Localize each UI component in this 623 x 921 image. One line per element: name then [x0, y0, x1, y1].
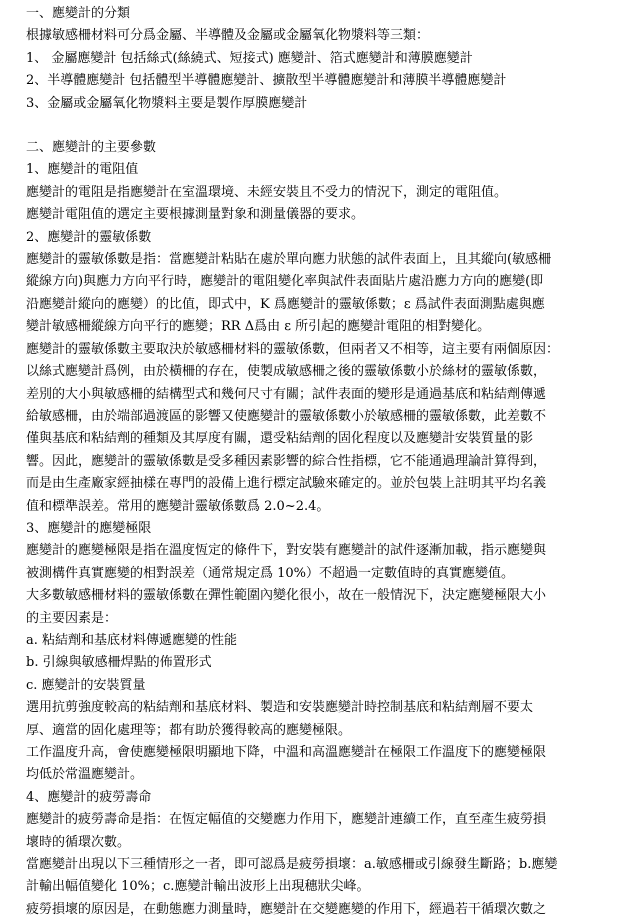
text-line: 選用抗剪強度較高的粘結劑和基底材料、製造和安裝應變計時控制基底和粘結劑層不要太: [26, 700, 534, 716]
text-line: 縱線方向)與應力方向平行時，應變計的電阻變化率與試件表面貼片處沿應力方向的應變(即: [26, 274, 544, 290]
text-line: 疲勞損壞的原因是，在動態應力測量時，應變計在交變應變的作用下，經過若干循環次數之: [26, 901, 547, 917]
text-line: 應變計電阻值的選定主要根據測量對象和測量儀器的要求。: [26, 207, 365, 223]
text-line: 均低於常溫應變計。: [26, 767, 144, 783]
text-line: 的主要因素是：: [26, 610, 118, 626]
list-item: 1、 金屬應變計 包括絲式(絲繞式、短接式) 應變計、箔式應變計和薄膜應變計: [26, 50, 473, 66]
subsection-title: 1、應變計的電阻值: [26, 162, 139, 178]
text-line: 應變計的靈敏係數是指：當應變計粘貼在處於單向應力狀態的試件表面上，且其縱向(敏感柵: [26, 252, 552, 268]
subsection-title: 4、應變計的疲勞壽命: [26, 789, 152, 805]
text-line: 應變計的應變極限是指在溫度恆定的條件下，對安裝有應變計的試件逐漸加載，指示應變與: [26, 543, 547, 559]
text-line: 給敏感柵，由於端部過渡區的影響又使應變計的靈敏係數小於敏感柵的靈敏係數，此差數不: [26, 408, 547, 424]
text-line: 差別的大小與敏感柵的結構型式和幾何尺寸有關；試件表面的變形是通過基底和粘結劑傳遞: [26, 386, 547, 402]
text-line: 厚、適當的固化處理等；都有助於獲得較高的應變極限。: [26, 722, 352, 738]
text-line: 計輸出幅值變化 10%；c.應變計輸出波形上出現穗狀尖峰。: [26, 879, 370, 895]
spacer: [26, 115, 615, 137]
text-line: 僅與基底和粘結劑的種類及其厚度有關，還受粘結劑的固化程度以及應變計安裝質量的影: [26, 431, 534, 447]
text-line: 壞時的循環次數。: [26, 834, 131, 850]
list-item: 3、金屬或金屬氧化物漿料主要是製作厚膜應變計: [26, 95, 308, 111]
text-line: 大多數敏感柵材料的靈敏係數在彈性範圍內變化很小，故在一般情況下，決定應變極限大小: [26, 588, 547, 604]
text-line: 而是由生產廠家經抽樣在專門的設備上進行標定試驗來確定的。並於包裝上註明其平均名義: [26, 476, 547, 492]
text-line: 應變計的電阻是指應變計在室溫環境、未經安裝且不受力的情況下，測定的電阻值。: [26, 184, 508, 200]
list-item: c. 應變計的安裝質量: [26, 677, 146, 693]
text-line: 工作溫度升高，會使應變極限明顯地下降，中溫和高溫應變計在極限工作溫度下的應變極限: [26, 745, 547, 760]
text-line: 響。因此，應變計的靈敏係數是受多種因素影響的綜合性指標，它不能通過理論計算得到，: [26, 453, 547, 469]
text-line: 當應變計出現以下三種情形之一者，即可認爲是疲勞損壞：a.敏感柵或引線發生斷路；b.應變: [26, 857, 558, 873]
text-line: 以絲式應變計爲例，由於橫柵的存在，使製成敏感柵之後的靈敏係數小於絲材的靈敏係數，: [26, 364, 547, 380]
section-heading: 二、應變計的主要參數: [26, 140, 157, 156]
list-item: a. 粘結劑和基底材料傳遞應變的性能: [26, 632, 238, 648]
subsection-title: 2、應變計的靈敏係數: [26, 229, 152, 245]
text-line: 值和標準誤差。常用的應變計靈敏係數爲 2.0~2.4。: [26, 498, 330, 514]
text-line: 應變計的靈敏係數主要取決於敏感柵材料的靈敏係數，但兩者又不相等，這主要有兩個原因：: [26, 341, 560, 357]
text-line: 應變計的疲勞壽命是指：在恆定幅值的交變應力作用下，應變計連續工作，直至產生疲勞損: [26, 812, 547, 828]
subsection-title: 3、應變計的應變極限: [26, 520, 152, 536]
section-intro: 根據敏感柵材料可分爲金屬、半導體及金屬或金屬氧化物漿料等三類：: [26, 28, 430, 44]
list-item: b. 引線與敏感柵焊點的佈置形式: [26, 655, 212, 671]
section-heading: 一、應變計的分類: [26, 6, 131, 21]
text-line: 被測構件真實應變的相對誤差（通常規定爲 10%）不超過一定數值時的真實應變值。: [26, 565, 515, 581]
text-line: 變計敏感柵縱線方向平行的應變；RR Δ爲由 ε 所引起的應變計電阻的相對變化。: [26, 319, 491, 335]
text-line: 沿應變計縱向的應變）的比值，即式中，K 爲應變計的靈敏係數；ε 爲試件表面測點處與應: [26, 296, 545, 312]
list-item: 2、半導體應變計 包括體型半導體應變計、擴散型半導體應變計和薄膜半導體應變計: [26, 73, 507, 89]
